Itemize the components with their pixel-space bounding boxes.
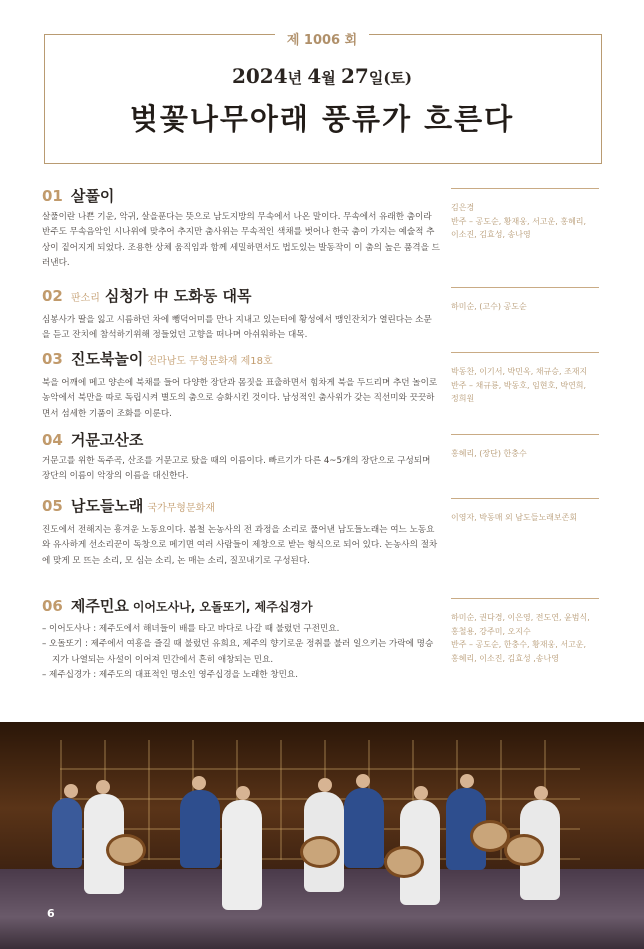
dancer-head (414, 786, 428, 800)
credits-05: 이영자, 박동매 외 남도들노래보존회 (451, 498, 599, 525)
buk-drum-icon (300, 836, 340, 868)
section-description: 진도에서 전해지는 흥겨운 노동요이다. 봄철 논농사의 전 과정을 소리로 풀어낸 남도들노래는 여느 노동요와 유사하게 선소리꾼이 독창으로 메기면 여러 사람들이 제창으로 받는 형식으로 되어 있다. 논농사의 절차에 맞게 모 뜨는 소리, 모 심는 소리, 논 매는 소리, 질꼬내기로 구성된다. (42, 525, 438, 566)
program-section-06 (42, 596, 440, 683)
credits-04: 홍혜리, (장단) 한충수 (451, 434, 599, 461)
page-title: 벚꽃나무아래 풍류가 흐른다 (129, 102, 515, 136)
section-heading: 01 살풀이 (42, 187, 115, 205)
dancer-head (460, 774, 474, 788)
dancer-head (534, 786, 548, 800)
credits-02: 하미순, (고수) 공도순 (451, 287, 599, 314)
credits-03: 박동찬, 이기서, 박민옥, 채규승, 조재지 반주 – 채규룡, 박동호, 임현호, 박연희, 정희원 (451, 352, 599, 406)
dancer-head (192, 776, 206, 790)
section-description: 심봉사가 딸을 잃고 시름하던 차에 뺑덕어미를 만나 지내고 있는터에 황성에서 맹인잔치가 열린다는 소문을 듣고 잔치에 참석하기위해 정들었던 고향을 떠나며 아쉬워하는 대목. (42, 315, 432, 341)
buk-drum-icon (106, 834, 146, 866)
dancer-head (318, 778, 332, 792)
section-description: 거문고를 위한 독주곡, 산조를 거문고로 탔을 때의 이름이다. 빠르기가 다른 4~5개의 장단으로 구성되며 장단의 이름이 악장의 이름을 대신한다. (42, 456, 431, 482)
dancer (344, 788, 384, 868)
program-section-05 (42, 496, 440, 569)
list-item: – 오돌또기 : 제주에서 여흥을 즐길 때 불렀던 유희요, 제주의 향기로운 정취를 불러 일으키는 가락에 명승지가 나열되는 사설이 이어져 민간에서 흔히 애창되는 민요. (42, 639, 434, 665)
credits-01: 김은경 반주 – 공도순, 황재웅, 서고운, 홍혜리, 이소진, 김효성, 송나영 (451, 188, 599, 242)
section-description: 살풀이란 나쁜 기운, 악귀, 살을푼다는 뜻으로 남도지방의 무속에서 나온 말이다. 무속에서 유래한 춤이라 반주도 무속음악인 시나위에 맞추어 추지만 춤사위는 무속적인 색채를 벗어나 한국 춤이 가지는 예술적 추상이 짙어지게 되었다. 조용한 상체 움직임과 함께 세밀하면서도 법도있는 발동작이 이 춤의 높은 품격을 드러낸다. (42, 212, 440, 268)
section-heading: 02 판소리 심청가 中 도화동 대목 (42, 287, 252, 305)
program-section-03 (42, 349, 440, 422)
dancer (180, 790, 220, 868)
edition-label: 제 1006 회 (0, 29, 644, 48)
song-list (42, 622, 440, 683)
credits-06: 하미순, 권다경, 이은영, 전도연, 윤범식, 홍철용, 강주미, 오지수 반주 – 공도순, 한충수, 황재웅, 서고운, 홍혜리, 이소진, 김효성 ,송나영 (451, 598, 599, 665)
dancer (222, 800, 262, 910)
section-heading: 03 진도북놀이 전라남도 무형문화재 제18호 (42, 350, 273, 368)
section-heading: 06 제주민요 이어도사나, 오돌또기, 제주십경가 (42, 597, 313, 615)
list-item: – 이어도사나 : 제주도에서 해녀들이 배를 타고 바다로 나갈 때 불렀던 구전민요. (42, 624, 340, 634)
buk-drum-icon (384, 846, 424, 878)
dancer (52, 798, 82, 868)
section-heading: 05 남도들노래 국가무형문화재 (42, 497, 215, 515)
list-item: – 제주십경가 : 제주도의 대표적인 명소인 영주십경을 노래한 창민요. (42, 669, 298, 680)
program-section-04 (42, 430, 440, 485)
performance-date: 2024년 4월 27일(토) (231, 64, 413, 88)
program-section-01 (42, 186, 440, 271)
section-heading: 04 거문고산조 (42, 431, 144, 449)
dancer-head (96, 780, 110, 794)
dancer-head (64, 784, 78, 798)
performance-photo (0, 722, 644, 949)
buk-drum-icon (504, 834, 544, 866)
program-section-02 (42, 286, 440, 344)
dancer-head (236, 786, 250, 800)
page-number: 6 (47, 907, 55, 920)
section-description: 북을 어깨에 메고 양손에 북채를 들어 다양한 장단과 몸짓을 표출하면서 힘차게 북을 두드리며 추던 놀이로 농악에서 북만을 따로 독립시켜 별도의 춤으로 승화시킨 것이다. 남성적인 춤사위가 갖는 직선미와 끗끗하면서 섬세한 기품이 조화를 이룬다. (42, 378, 438, 419)
dancer-head (356, 774, 370, 788)
